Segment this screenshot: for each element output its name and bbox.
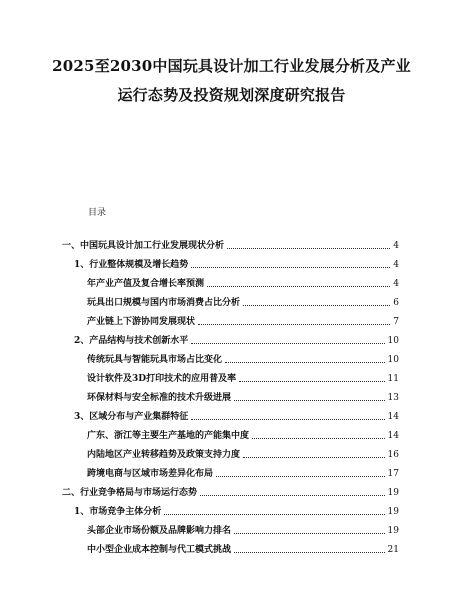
toc-entry[interactable]	[87, 523, 399, 537]
toc-heading: 目录	[88, 208, 107, 218]
toc-entry-title: 中小型企业成本控制与代工模式挑战	[87, 545, 232, 555]
toc-leader-dots	[200, 495, 385, 496]
toc-entry-page: 19	[387, 526, 399, 536]
toc-entry-title: 一、中国玩具设计加工行业发展现状分析	[62, 241, 225, 251]
toc-entry-page: 19	[387, 488, 399, 498]
toc-entry[interactable]	[74, 257, 399, 271]
toc-entry-page: 4	[393, 241, 399, 251]
toc-entry-page: 16	[387, 450, 399, 460]
toc-leader-dots	[234, 533, 385, 534]
toc-entry-page: 10	[387, 355, 399, 365]
toc-entry-title: 2、产品结构与技术创新水平	[74, 336, 189, 346]
toc-entry-title: 3、区域分布与产业集群特征	[74, 412, 189, 422]
toc-entry-page: 19	[387, 507, 399, 517]
toc-entry[interactable]	[87, 542, 399, 556]
toc-entry-page: 14	[387, 412, 399, 422]
toc-entry-title: 环保材料与安全标准的技术升级进展	[87, 393, 232, 403]
toc-leader-dots	[191, 419, 384, 420]
toc-entry-page: 14	[387, 431, 399, 441]
toc-entry[interactable]	[74, 409, 399, 423]
toc-leader-dots	[234, 552, 385, 553]
toc-entry-title: 1、市场竞争主体分析	[74, 507, 162, 517]
toc-entry-page: 10	[387, 336, 399, 346]
toc-entry-title: 玩具出口规模与国内市场消费占比分析	[87, 298, 241, 308]
toc-entry-title: 内陆地区产业转移趋势及政策支持力度	[87, 450, 241, 460]
toc-leader-dots	[225, 362, 385, 363]
toc-entry[interactable]	[74, 333, 399, 347]
toc-leader-dots	[239, 381, 384, 382]
toc-entry[interactable]	[87, 314, 399, 328]
toc-entry-page: 4	[393, 260, 399, 270]
toc-entry-title: 1、行业整体规模及增长趋势	[74, 260, 189, 270]
toc-leader-dots	[216, 476, 385, 477]
toc-entry-page: 17	[387, 469, 399, 479]
toc-entry[interactable]	[87, 352, 399, 366]
toc-leader-dots	[243, 457, 385, 458]
toc-entry-page: 13	[387, 393, 399, 403]
toc-entry-page: 21	[387, 545, 399, 555]
toc-entry[interactable]	[62, 485, 399, 499]
toc-entry-page: 11	[387, 374, 399, 384]
toc-entry[interactable]	[87, 466, 399, 480]
toc-entry-title: 二、行业竞争格局与市场运行态势	[62, 488, 198, 498]
toc-entry[interactable]	[87, 428, 399, 442]
toc-entry-title: 产业链上下游协同发展现状	[87, 317, 196, 327]
toc-leader-dots	[198, 324, 390, 325]
toc-entry[interactable]	[87, 371, 399, 385]
toc-entry-page: 7	[393, 317, 399, 327]
toc-entry-title: 跨境电商与区域市场差异化布局	[87, 469, 214, 479]
toc-entry-page: 4	[393, 279, 399, 289]
toc-leader-dots	[243, 305, 390, 306]
toc-entry[interactable]	[74, 504, 399, 518]
toc-entry-page: 6	[393, 298, 399, 308]
document-title-line-1: 2025至2030中国玩具设计加工行业发展分析及产业	[52, 57, 411, 75]
toc-entry-title: 年产业产值及复合增长率预测	[87, 279, 205, 289]
toc-entry-title: 头部企业市场份额及品牌影响力排名	[87, 526, 232, 536]
toc-entry[interactable]	[87, 447, 399, 461]
toc-leader-dots	[191, 343, 384, 344]
toc-entry-title: 广东、浙江等主要生产基地的产能集中度	[87, 431, 250, 441]
toc-leader-dots	[234, 400, 385, 401]
toc-entry-title: 传统玩具与智能玩具市场占比变化	[87, 355, 223, 365]
toc-leader-dots	[164, 514, 384, 515]
toc-leader-dots	[207, 286, 390, 287]
toc-entry[interactable]	[87, 295, 399, 309]
toc-leader-dots	[252, 438, 385, 439]
toc-entry[interactable]	[87, 390, 399, 404]
toc-leader-dots	[191, 267, 390, 268]
toc-entry-title: 设计软件及3D打印技术的应用普及率	[87, 374, 237, 384]
toc-entry[interactable]	[87, 276, 399, 290]
toc-leader-dots	[227, 248, 390, 249]
document-title-line-2: 运行态势及投资规划深度研究报告	[117, 86, 346, 104]
toc-entry[interactable]	[62, 238, 399, 252]
